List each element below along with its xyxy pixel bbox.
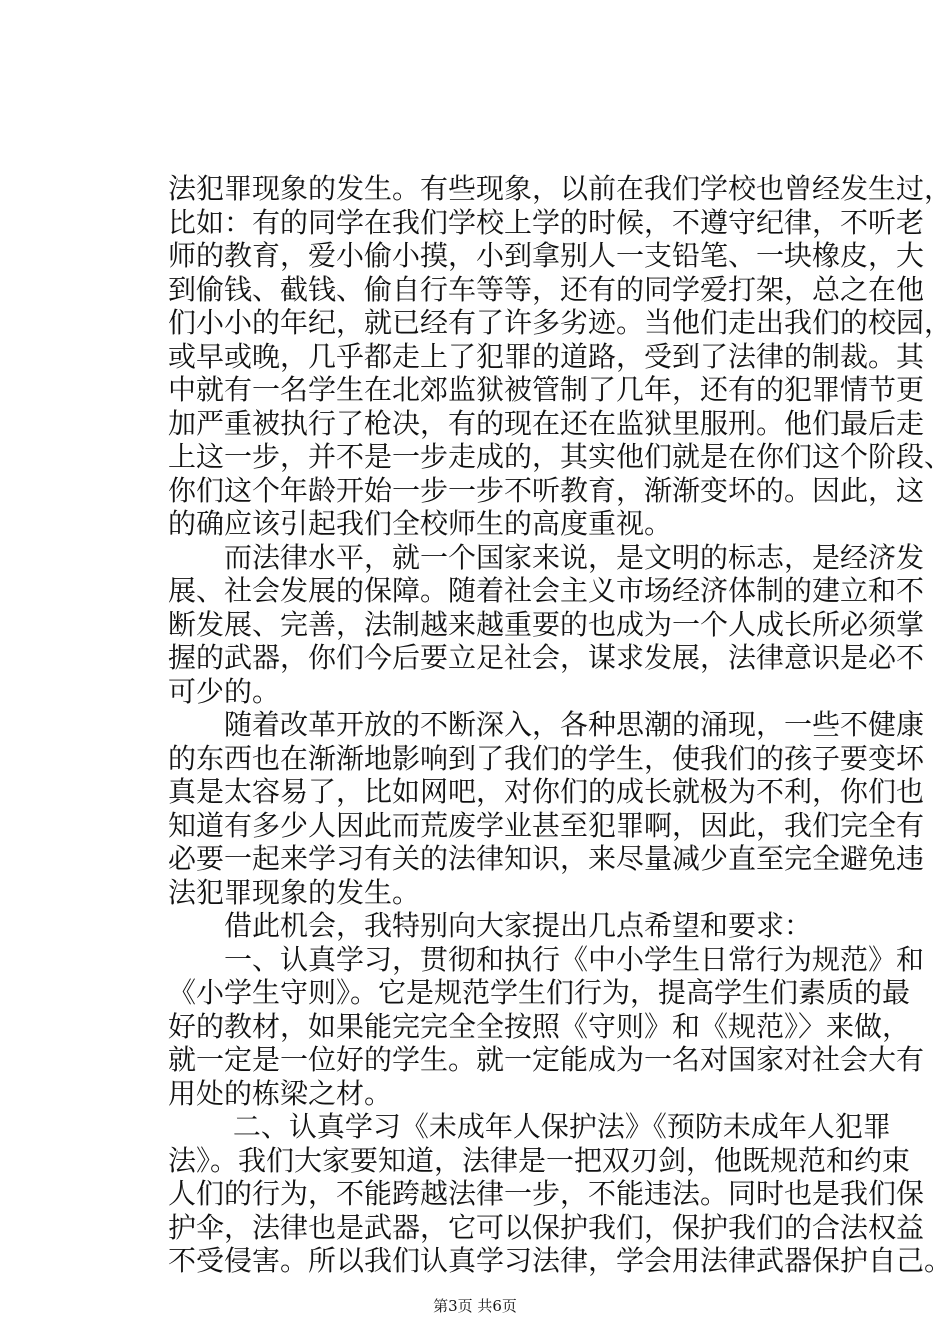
text-line: 护伞，法律也是武器，它可以保护我们，保护我们的合法权益 xyxy=(168,1210,925,1244)
text-line: 真是太容易了，比如网吧，对你们的成长就极为不利，你们也 xyxy=(168,775,925,808)
text-line: 断发展、完善，法制越来越重要的也成为一个人成长所必须掌 xyxy=(168,607,925,641)
text-line: 借此机会，我特别向大家提出几点希望和要求： xyxy=(168,909,813,942)
text-line: 中就有一名学生在北郊监狱被管制了几年，还有的犯罪情节更 xyxy=(168,373,925,406)
text-line: 用处的栋梁之材。 xyxy=(168,1076,393,1110)
text-line: 必要一起来学习有关的法律知识，来尽量减少直至完全避免违 xyxy=(168,842,925,875)
text-line: 而法律水平，就一个国家来说，是文明的标志，是经济发 xyxy=(168,540,925,574)
text-line: 知道有多少人因此而荒废学业甚至犯罪啊，因此，我们完全有 xyxy=(168,808,925,842)
text-line: 比如：有的同学在我们学校上学的时候，不遵守纪律，不听老 xyxy=(168,205,925,239)
text-line: 法》。我们大家要知道，法律是一把双刃剑，他既规范和约束 xyxy=(168,1143,911,1177)
page-number-footer: 第3页 共6页 xyxy=(433,1297,517,1315)
text-line: 人们的行为，不能跨越法律一步，不能违法。同时也是我们保 xyxy=(168,1177,925,1210)
text-line: 或早或晚，几乎都走上了犯罪的道路，受到了法律的制裁。其 xyxy=(168,339,925,373)
text-line: 好的教材，如果能完完全全按照《守则》和《规范》〉来做， xyxy=(168,1009,911,1043)
text-line: 一、认真学习，贯彻和执行《中小学生日常行为规范》和 xyxy=(168,942,925,976)
text-line: 们小小的年纪，就已经有了许多劣迹。当他们走出我们的校园， xyxy=(168,306,952,339)
text-line: 的东西也在渐渐地影响到了我们的学生，使我们的孩子要变坏 xyxy=(168,741,925,775)
text-line: 就一定是一位好的学生。就一定能成为一名对国家对社会大有 xyxy=(168,1043,925,1076)
text-line: 可少的。 xyxy=(168,674,281,708)
text-line: 师的教育，爱小偷小摸，小到拿别人一支铅笔、一块橡皮，大 xyxy=(168,239,925,272)
text-line: 上这一步，并不是一步走成的，其实他们就是在你们这个阶段、 xyxy=(168,440,952,473)
text-line: 《小学生守则》。它是规范学生们行为，提高学生们素质的最 xyxy=(168,976,911,1009)
text-line: 随着改革开放的不断深入，各种思潮的涌现，一些不健康 xyxy=(168,708,925,741)
text-line: 加严重被执行了枪决，有的现在还在监狱里服刑。他们最后走 xyxy=(168,406,925,440)
text-line: 二、认真学习《未成年人保护法》《预防未成年人犯罪 xyxy=(168,1110,891,1143)
text-line: 不受侵害。所以我们认真学习法律，学会用法律武器保护自己。 xyxy=(168,1244,952,1277)
text-line: 的确应该引起我们全校师生的高度重视。 xyxy=(168,507,673,540)
text-line: 展、社会发展的保障。随着社会主义市场经济体制的建立和不 xyxy=(168,574,925,607)
text-line: 法犯罪现象的发生。有些现象，以前在我们学校也曾经发生过， xyxy=(168,172,952,205)
text-line: 握的武器，你们今后要立足社会，谋求发展，法律意识是必不 xyxy=(168,641,925,674)
text-line: 你们这个年龄开始一步一步不听教育，渐渐变坏的。因此，这 xyxy=(168,473,925,507)
text-line: 到偷钱、截钱、偷自行车等等，还有的同学爱打架，总之在他 xyxy=(168,272,925,306)
text-line: 法犯罪现象的发生。 xyxy=(168,875,421,909)
